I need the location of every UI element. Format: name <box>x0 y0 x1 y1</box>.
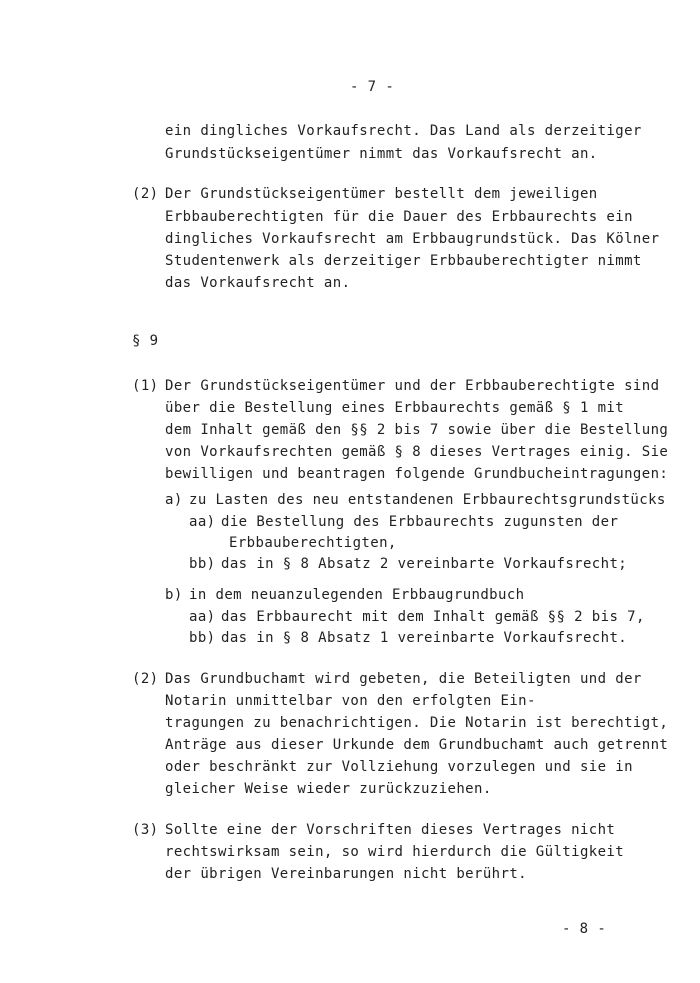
paragraph-number: (3) <box>132 822 159 838</box>
paragraph-line: tragungen zu benachrichtigen. Die Notarin ist berechtigt, <box>165 715 669 731</box>
paragraph-line: von Vorkaufsrechten gemäß § 8 dieses Vertrages einig. Sie <box>165 444 669 460</box>
list-item: in dem neuanzulegenden Erbbaugrundbuch <box>189 587 525 603</box>
continuation-line: ein dingliches Vorkaufsrecht. Das Land als derzeitiger <box>165 123 642 139</box>
paragraph-line: Der Grundstückseigentümer und der Erbbauberechtigte sind <box>165 378 660 394</box>
sublist-label: bb) <box>189 630 216 646</box>
paragraph-number: (2) <box>132 671 159 687</box>
list-label: b) <box>165 587 183 603</box>
paragraph-line: dem Inhalt gemäß den §§ 2 bis 7 sowie über die Bestellung <box>165 422 669 438</box>
page-number: - 7 - <box>350 79 395 95</box>
paragraph-line: rechtswirksam sein, so wird hierdurch die Gültigkeit <box>165 844 625 860</box>
paragraph-line: gleicher Weise wieder zurückzuziehen. <box>165 781 492 797</box>
paragraph-line: Sollte eine der Vorschriften dieses Vertrages nicht <box>165 822 616 838</box>
sublist-item: das Erbbaurecht mit dem Inhalt gemäß §§ 2 bis 7, <box>221 609 645 625</box>
sublist-item: die Bestellung des Erbbaurechts zugunsten der <box>221 514 619 530</box>
paragraph-line: Erbbauberechtigten für die Dauer des Erbbaurechts ein <box>165 209 633 225</box>
sublist-item: Erbbauberechtigten, <box>229 535 397 551</box>
sublist-item: das in § 8 Absatz 2 vereinbarte Vorkaufsrecht; <box>221 556 628 572</box>
paragraph-number: (2) <box>132 186 159 202</box>
next-page-indicator: - 8 - <box>562 921 607 937</box>
paragraph-line: bewilligen und beantragen folgende Grundbucheintragungen: <box>165 466 669 482</box>
sublist-label: bb) <box>189 556 216 572</box>
paragraph-line: der übrigen Vereinbarungen nicht berührt. <box>165 866 527 882</box>
paragraph-line: über die Bestellung eines Erbbaurechts gemäß § 1 mit <box>165 400 625 416</box>
paragraph-line: das Vorkaufsrecht an. <box>165 275 351 291</box>
section-heading: § 9 <box>132 333 159 349</box>
paragraph-line: dingliches Vorkaufsrecht am Erbbaugrundstück. Das Kölner <box>165 231 660 247</box>
paragraph-line: Das Grundbuchamt wird gebeten, die Beteiligten und der <box>165 671 642 687</box>
paragraph-line: Studentenwerk als derzeitiger Erbbauberechtigter nimmt <box>165 253 642 269</box>
paragraph-line: Anträge aus dieser Urkunde dem Grundbuchamt auch getrennt <box>165 737 669 753</box>
sublist-item: das in § 8 Absatz 1 vereinbarte Vorkaufsrecht. <box>221 630 628 646</box>
paragraph-line: oder beschränkt zur Vollziehung vorzulegen und sie in <box>165 759 633 775</box>
paragraph-number: (1) <box>132 378 159 394</box>
paragraph-line: Notarin unmittelbar von den erfolgten Ein- <box>165 693 536 709</box>
sublist-label: aa) <box>189 609 216 625</box>
list-item: zu Lasten des neu entstandenen Erbbaurechtsgrundstücks <box>189 492 666 508</box>
list-label: a) <box>165 492 183 508</box>
continuation-line: Grundstückseigentümer nimmt das Vorkaufsrecht an. <box>165 146 598 162</box>
sublist-label: aa) <box>189 514 216 530</box>
paragraph-line: Der Grundstückseigentümer bestellt dem jeweiligen <box>165 186 598 202</box>
